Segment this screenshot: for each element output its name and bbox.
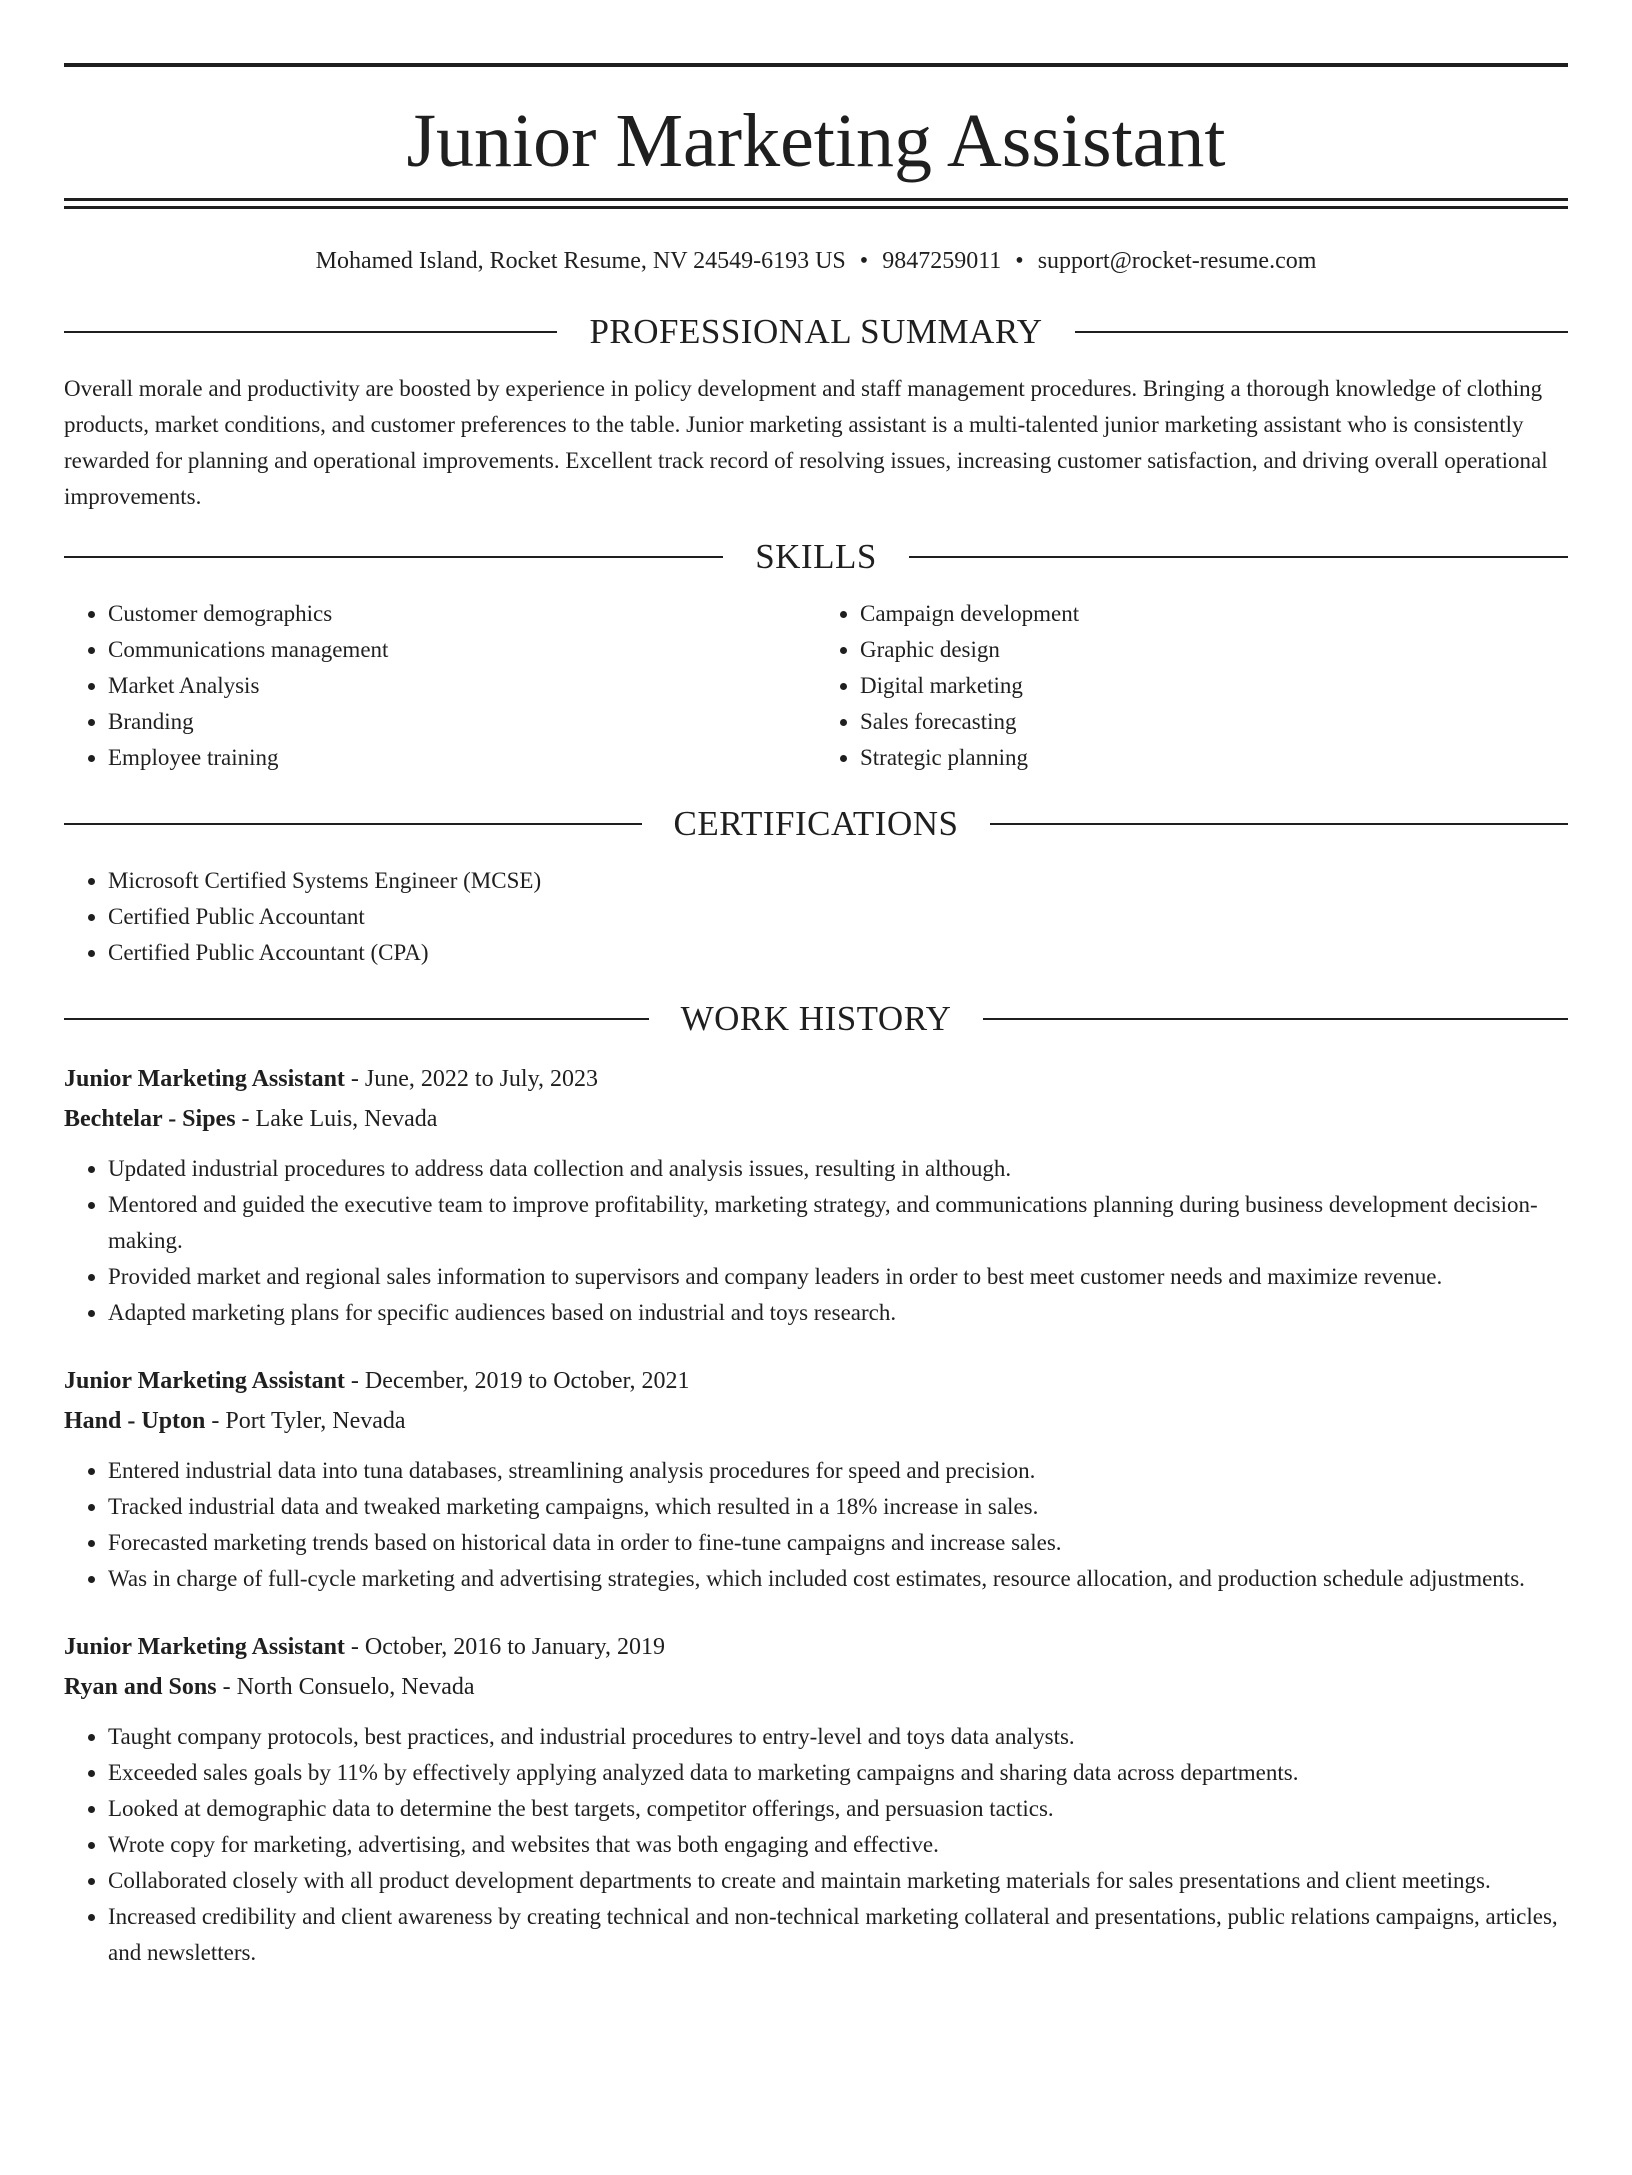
skill-item: • Campaign development — [860, 596, 1568, 632]
certification-item: • Certified Public Accountant (CPA) — [108, 935, 1568, 971]
job-bullet: • Was in charge of full-cycle marketing and advertising strategies, which included cost estimates, resource allocation, and production schedule adjustments. — [108, 1561, 1568, 1597]
summary-section-heading — [64, 312, 1568, 352]
skills-list-right — [816, 596, 1568, 776]
job-bullet: • Taught company protocols, best practices, and industrial procedures to entry-level and toys data analysts. — [108, 1719, 1568, 1755]
heading-rule-left — [64, 1018, 649, 1020]
skill-item: • Sales forecasting — [860, 704, 1568, 740]
heading-rule-right — [990, 823, 1568, 825]
job-bullet: • Mentored and guided the executive team to improve profitability, marketing strategy, and communications planning during business development decision-making. — [108, 1187, 1568, 1259]
job-title-line — [64, 1627, 1568, 1667]
heading-rule-left — [64, 556, 723, 558]
job-entry — [64, 1361, 1568, 1597]
skill-item: • Communications management — [108, 632, 816, 668]
skill-item: • Graphic design — [860, 632, 1568, 668]
job-company-line — [64, 1401, 1568, 1441]
job-bullets — [64, 1151, 1568, 1331]
resume-page — [0, 63, 1632, 2175]
job-bullet: • Tracked industrial data and tweaked marketing campaigns, which resulted in a 18% increase in sales. — [108, 1489, 1568, 1525]
job-dates: - December, 2019 to October, 2021 — [344, 1368, 690, 1394]
job-bullet: • Increased credibility and client awareness by creating technical and non-technical marketing collateral and presentations, public relations campaigns, articles, and newsletters. — [108, 1899, 1568, 1971]
skill-item: • Strategic planning — [860, 740, 1568, 776]
job-title: Junior Marketing Assistant — [64, 1368, 345, 1394]
skill-item: • Branding — [108, 704, 816, 740]
heading-rule-left — [64, 823, 642, 825]
summary-heading: PROFESSIONAL SUMMARY — [589, 312, 1043, 351]
certifications-heading: CERTIFICATIONS — [673, 804, 959, 843]
job-bullet: • Updated industrial procedures to address data collection and analysis issues, resulting in although. — [108, 1151, 1568, 1187]
certification-item: • Certified Public Accountant — [108, 899, 1568, 935]
title-double-rule — [64, 198, 1568, 209]
job-company-line — [64, 1099, 1568, 1139]
job-bullet: • Wrote copy for marketing, advertising, and websites that was both engaging and effective. — [108, 1827, 1568, 1863]
contact-phone: 9847259011 — [882, 248, 1002, 274]
job-location: - North Consuelo, Nevada — [216, 1674, 475, 1700]
heading-rule-right — [983, 1018, 1568, 1020]
job-bullet: • Adapted marketing plans for specific audiences based on industrial and toys research. — [108, 1295, 1568, 1331]
job-bullets — [64, 1453, 1568, 1597]
skill-item: • Digital marketing — [860, 668, 1568, 704]
summary-text: Overall morale and productivity are boosted by experience in policy development and staff management procedures. Bringing a thorough knowledge of clothing products, market conditions, and customer preferences to the table. Junior marketing assistant is a multi-talented junior marketing assistant who is consistently rewarded for planning and operational improvements. Excellent track record of resolving issues, increasing customer satisfaction, and driving overall operational improvements. — [64, 376, 1548, 509]
job-bullet: • Entered industrial data into tuna databases, streamlining analysis procedures for speed and precision. — [108, 1453, 1568, 1489]
skills-list-left — [64, 596, 816, 776]
certifications-section-heading — [64, 804, 1568, 844]
contact-line — [64, 246, 1568, 276]
work-section-heading — [64, 999, 1568, 1039]
certifications-list — [64, 863, 1568, 971]
job-company-line — [64, 1667, 1568, 1707]
job-bullet: • Exceeded sales goals by 11% by effectively applying analyzed data to marketing campaigns and sharing data across departments. — [108, 1755, 1568, 1791]
skills-heading: SKILLS — [755, 537, 877, 576]
job-bullet: • Forecasted marketing trends based on historical data in order to fine-tune campaigns and increase sales. — [108, 1525, 1568, 1561]
contact-separator: • — [1015, 248, 1024, 274]
job-entry — [64, 1627, 1568, 1971]
job-bullet: • Collaborated closely with all product development departments to create and maintain marketing materials for sales presentations and client meetings. — [108, 1863, 1568, 1899]
job-title-line — [64, 1059, 1568, 1099]
certification-item: • Microsoft Certified Systems Engineer (MCSE) — [108, 863, 1568, 899]
job-bullet: • Looked at demographic data to determine the best targets, competitor offerings, and persuasion tactics. — [108, 1791, 1568, 1827]
job-title-line — [64, 1361, 1568, 1401]
job-dates: - June, 2022 to July, 2023 — [344, 1066, 599, 1092]
job-bullet: • Provided market and regional sales information to supervisors and company leaders in order to best meet customer needs and maximize revenue. — [108, 1259, 1568, 1295]
resume-title: Junior Marketing Assistant — [406, 99, 1226, 183]
heading-rule-right — [909, 556, 1568, 558]
job-company: Hand - Upton — [64, 1408, 206, 1434]
job-location: - Lake Luis, Nevada — [235, 1106, 438, 1132]
contact-separator: • — [859, 248, 869, 274]
job-location: - Port Tyler, Nevada — [205, 1408, 406, 1434]
heading-rule-left — [64, 331, 557, 333]
work-heading: WORK HISTORY — [680, 999, 952, 1038]
job-title: Junior Marketing Assistant — [64, 1066, 345, 1092]
job-dates: - October, 2016 to January, 2019 — [344, 1634, 665, 1660]
skills-section-heading — [64, 537, 1568, 577]
skills-columns — [64, 596, 1568, 776]
skill-item: • Customer demographics — [108, 596, 816, 632]
heading-rule-right — [1075, 331, 1568, 333]
skill-item: • Market Analysis — [108, 668, 816, 704]
job-bullets — [64, 1719, 1568, 1971]
job-title: Junior Marketing Assistant — [64, 1634, 345, 1660]
job-company: Ryan and Sons — [64, 1674, 217, 1700]
job-company: Bechtelar - Sipes — [64, 1106, 236, 1132]
job-entry — [64, 1059, 1568, 1331]
contact-email[interactable]: support@rocket-resume.com — [1037, 248, 1317, 274]
skill-item: • Employee training — [108, 740, 816, 776]
contact-address: Mohamed Island, Rocket Resume, NV 24549-6193 US — [315, 248, 846, 274]
